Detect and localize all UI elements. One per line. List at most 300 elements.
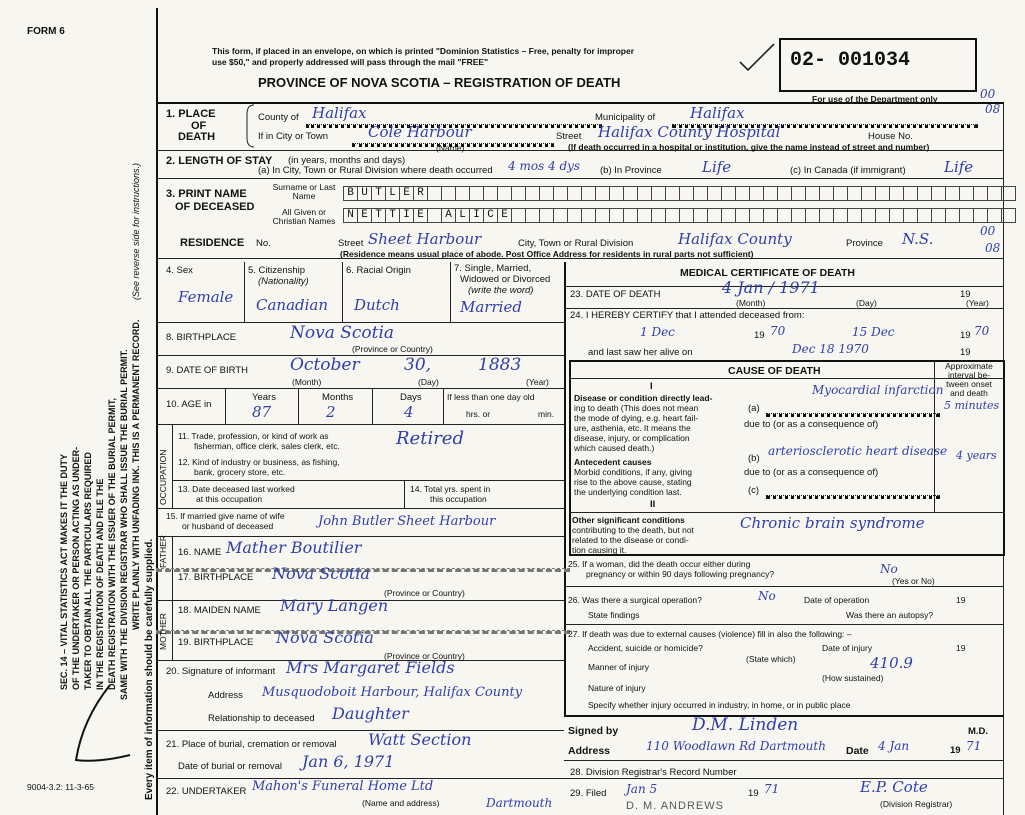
letter-box[interactable] [707,186,722,201]
letter-box[interactable] [805,186,820,201]
county-value: Halifax [312,104,367,122]
antecedent-label-3: rise to the above cause, stating [574,477,692,487]
letter-box[interactable] [777,208,792,223]
name-section-label: 3. PRINT NAME [166,188,247,200]
given-name-boxes[interactable] [343,208,1015,223]
letter-box[interactable] [637,208,652,223]
stay-b-value: Life [702,158,732,176]
cert-date-label: Date [846,745,869,757]
letter-box[interactable] [833,186,848,201]
years-label: Years [252,392,276,403]
letter-box[interactable] [1001,208,1016,223]
mother-maiden-label: 18. MAIDEN NAME [178,605,261,616]
letter-box[interactable] [581,186,596,201]
spouse-label-2: or husband of deceased [182,521,274,531]
letter-box[interactable] [791,186,806,201]
letter-box[interactable] [903,208,918,223]
informant-address-label: Address [208,690,243,701]
q26-label: 26. Was there a surgical operation? [568,595,702,605]
racial-origin-label: 6. Racial Origin [346,265,411,276]
to-19: 19 [960,330,971,341]
burial-place-label: 21. Place of burial, cremation or removal [166,739,337,750]
rule [156,730,564,731]
letter-box[interactable]: E [357,208,372,223]
letter-box[interactable] [861,186,876,201]
immediate-label-6: which caused death.) [574,443,655,453]
father-name-value: Mather Boutilier [226,538,362,557]
year-caption: (Year) [526,377,549,387]
stay-b-label: (b) In Province [600,165,662,176]
less-day-label: If less than one day old [447,392,535,402]
municipality-label: Municipality of [595,112,656,123]
sex-value: Female [178,288,234,306]
cause-b-label: (b) [748,453,760,464]
bracket-icon [245,104,255,148]
letter-box[interactable] [623,208,638,223]
mother-birthplace-caption: (Province or Country) [384,651,465,661]
cell-divider [172,536,173,660]
print-code: 9004-3.2: 11-3-65 [27,782,94,792]
letter-box[interactable] [651,186,666,201]
other-label-1: Other significant conditions [572,515,685,525]
letter-box[interactable] [819,186,834,201]
undertaker-city: Dartmouth [486,796,553,810]
rule [156,424,564,425]
due-to-1: due to (or as a consequence of) [744,419,879,430]
findings-label: State findings [588,610,640,620]
last-seen-19: 19 [960,347,971,358]
spouse-label: 15. If married give name of wife [166,511,285,521]
manner-value: 410.9 [870,654,913,672]
letter-box[interactable] [441,186,456,201]
attended-to-year: 70 [974,324,990,338]
state-which-caption: (State which) [746,654,796,664]
interval-label-4: and death [950,388,988,398]
q14-label-2: this occupation [430,494,487,504]
letter-box[interactable]: T [385,208,400,223]
q25-value: No [880,562,898,576]
marital-label: 7. Single, Married, [454,263,532,274]
letter-box[interactable] [497,186,512,201]
q25-label-2: pregnancy or within 90 days following pregnancy? [586,569,775,579]
letter-box[interactable] [539,208,554,223]
letter-box[interactable] [539,186,554,201]
min-label: min. [538,409,555,419]
rule [156,178,1004,179]
cell-divider [225,388,226,424]
undertaker-value: Mahon's Funeral Home Ltd [252,779,434,794]
marital-label-2: Widowed or Divorced [460,274,551,285]
letter-box[interactable] [945,186,960,201]
letter-box[interactable]: R [413,186,428,201]
medical-title: MEDICAL CERTIFICATE OF DEATH [680,267,855,279]
letter-box[interactable]: C [483,208,498,223]
registrar-stamp: D. M. ANDREWS [626,800,724,812]
cause-a-value: Myocardial infarction [812,383,944,397]
interval-label-3: tween onset [946,379,992,389]
letter-box[interactable] [455,186,470,201]
attended-from-year: 70 [770,324,786,338]
occupation-value: Retired [396,428,464,449]
birthplace-label: 8. BIRTHPLACE [166,332,237,343]
letter-box[interactable] [917,186,932,201]
letter-box[interactable] [609,186,624,201]
surname-boxes[interactable] [343,186,1015,201]
letter-box[interactable]: I [469,208,484,223]
letter-box[interactable] [609,208,624,223]
immediate-label-5: disease, injury, or complication [574,433,690,443]
letter-box[interactable] [903,186,918,201]
last-seen-label: and last saw her alive on [588,347,693,358]
letter-box[interactable] [973,186,988,201]
form-title: PROVINCE OF NOVA SCOTIA – REGISTRATION OF DEATH [258,75,621,90]
letter-box[interactable] [427,186,442,201]
city-value: Cole Harbour [368,123,472,141]
cell-divider [172,424,173,508]
father-birthplace-label: 17. BIRTHPLACE [178,572,254,583]
letter-box[interactable] [861,208,876,223]
date-of-death-label: 23. DATE OF DEATH [570,289,661,300]
letter-box[interactable]: L [385,186,400,201]
injury-19: 19 [956,643,966,653]
residence-province-label: Province [846,238,883,249]
hrs-label: hrs. or [466,409,491,419]
residence-street-value: Sheet Harbour [368,230,482,248]
signed-value: D.M. Linden [692,715,799,735]
registrar-record-label: 28. Division Registrar's Record Number [570,767,737,778]
other-conditions-value: Chronic brain syndrome [740,514,925,532]
cause-b-interval: 4 years [956,449,997,462]
dept-code-1b: 08 [985,102,1001,116]
letter-box[interactable] [721,186,736,201]
autopsy-label: Was there an autopsy? [846,610,934,620]
letter-box[interactable] [553,186,568,201]
antecedent-label-4: the underlying condition last. [574,487,682,497]
letter-box[interactable] [679,186,694,201]
father-side-label: FATHER [158,535,168,568]
rule [564,624,1004,625]
dept-code-1: 00 [980,87,996,101]
letter-box[interactable] [875,186,890,201]
letter-box[interactable] [945,208,960,223]
months-label: Months [322,392,354,403]
q11-label: 11. Trade, profession, or kind of work as [178,431,329,441]
stay-c-label: (c) In Canada (if immigrant) [790,165,906,176]
cell-divider [372,388,373,424]
letter-box[interactable] [665,208,680,223]
cause-b-value: arteriosclerotic heart disease [768,444,948,458]
letter-box[interactable] [567,186,582,201]
death-month-caption: (Month) [736,298,766,308]
attended-to: 15 Dec [852,325,895,339]
street-value: Halifax County Hospital [598,123,781,141]
letter-box[interactable] [679,208,694,223]
month-caption: (Month) [292,377,322,387]
letter-box[interactable]: B [343,186,358,201]
place-label: 1. PLACE [166,108,216,120]
mother-birthplace-value: Nova Scotia [276,628,374,647]
informant-label: 20. Signature of informant [166,666,276,677]
death-19: 19 [960,289,971,300]
of-deceased-label: OF DECEASED [175,201,255,213]
law-line-6: SAME WITH THE DIVISION REGISTRAR WHO SHALL ISSUE THE BURIAL PERMIT. [119,349,129,700]
how-sustained-caption: (How sustained) [822,673,884,683]
residence-no-label: No. [256,238,271,249]
accident-label: Accident, suicide or homicide? [588,643,703,653]
letter-box[interactable] [735,186,750,201]
q26-value: No [758,589,776,603]
letter-box[interactable] [987,208,1002,223]
undertaker-caption: (Name and address) [362,798,440,808]
cell-divider [244,262,245,322]
residence-city-label: City, Town or Rural Division [518,238,634,249]
letter-box[interactable]: E [399,186,414,201]
rule [156,102,1004,104]
letter-box[interactable] [777,186,792,201]
age-days: 4 [404,403,414,421]
letter-box[interactable] [763,186,778,201]
interval-label-2: interval be- [947,370,991,380]
birthplace-value: Nova Scotia [290,323,395,343]
letter-box[interactable]: T [371,208,386,223]
certify-label: 24. I HEREBY CERTIFY that I attended deceased from: [570,310,805,321]
filed-19: 19 [748,788,759,799]
rule [156,536,564,537]
undertaker-label: 22. UNDERTAKER [166,786,247,797]
cause-a-label: (a) [748,403,760,414]
letter-box[interactable]: N [343,208,358,223]
op-19: 19 [956,595,966,605]
father-name-label: 16. NAME [178,547,222,558]
law-line-1: SEC. 14 – VITAL STATISTICS ACT MAKES IT THE DUTY [59,453,69,690]
hospital-note: (If death occurred in a hospital or institution, give the name instead of street and number) [568,142,930,152]
racial-origin-value: Dutch [354,296,400,314]
md-label: M.D. [968,726,989,737]
letter-box[interactable]: A [441,208,456,223]
rule [156,388,564,389]
rule [156,508,564,509]
law-line-2: OF THE UNDERTAKER OR PERSON ACTING AS UNDER- [71,446,81,690]
city-label: If in City or Town [258,131,329,142]
letter-box[interactable] [847,208,862,223]
letter-box[interactable] [511,208,526,223]
rule [766,495,940,499]
filed-label: 29. Filed [570,788,607,799]
stay-c-value: Life [944,158,974,176]
specify-label: Specify whether injury occurred in industry, in home, or in public place [588,700,851,710]
rule [172,480,564,481]
cert-19: 19 [950,745,961,756]
rule [569,512,1003,513]
county-label: County of [258,112,299,123]
letter-box[interactable] [483,186,498,201]
relationship-value: Daughter [332,704,409,723]
form-number: FORM 6 [27,26,65,37]
letter-box[interactable] [889,186,904,201]
surname-label: Surname or Last Name [272,182,336,202]
other-label-3: related to the disease or condi- [572,535,689,545]
letter-box[interactable] [917,208,932,223]
letter-box[interactable] [749,208,764,223]
letter-box[interactable] [749,186,764,201]
rule [564,308,1004,309]
father-birthplace-value: Nova Scotia [272,564,370,583]
q14-label: 14. Total yrs. spent in [410,484,491,494]
other-label-4: tion causing it. [572,545,627,555]
dept-code-2b: 08 [985,241,1001,255]
dob-year: 1883 [478,355,522,375]
relationship-label: Relationship to deceased [208,713,315,724]
cell-divider [450,262,451,322]
municipality-value: Halifax [690,104,745,122]
letter-box[interactable]: U [357,186,372,201]
letter-box[interactable]: E [497,208,512,223]
letter-box[interactable] [693,186,708,201]
letter-box[interactable]: L [455,208,470,223]
letter-box[interactable] [567,208,582,223]
burial-date-value: Jan 6, 1971 [302,752,395,771]
letter-box[interactable] [595,208,610,223]
informant-address-value: Musquodoboit Harbour, Halifax County [262,685,523,700]
letter-box[interactable] [693,208,708,223]
letter-box[interactable] [889,208,904,223]
age-years: 87 [252,403,272,421]
law-line-7: WRITE PLAINLY WITH UNFADING INK. THIS IS A PERMANENT RECORD. [131,319,141,630]
birthplace-caption: (Province or Country) [352,344,433,354]
letter-box[interactable] [959,186,974,201]
letter-box[interactable] [791,208,806,223]
stay-a-label: (a) In City, Town or Rural Division where death occurred [258,165,493,176]
letter-box[interactable] [525,208,540,223]
residence-province-value: N.S. [902,230,934,248]
house-label: House No. [868,131,913,142]
q12-label-2: bank, grocery store, etc. [194,467,286,477]
age-months: 2 [326,403,336,421]
letter-box[interactable] [553,208,568,223]
letter-box[interactable]: T [371,186,386,201]
filed-year: 71 [764,782,780,796]
letter-box[interactable] [595,186,610,201]
day-caption: (Day) [418,377,439,387]
cell-divider [342,262,343,322]
letter-box[interactable]: E [413,208,428,223]
manner-label: Manner of injury [588,662,649,672]
cert-date-year: 71 [966,739,982,753]
letter-box[interactable] [763,208,778,223]
q12-label: 12. Kind of industry or business, as fishing, [178,457,340,467]
mail-notice-2: use $50," and properly addressed will pass through the mail "FREE" [212,57,489,67]
street-label: Street [556,131,582,142]
letter-box[interactable] [707,208,722,223]
letter-box[interactable] [511,186,526,201]
mother-maiden-value: Mary Langen [280,596,389,615]
cause-a-interval: 5 minutes [944,399,1000,412]
name-caption: (Name) [436,143,465,153]
mother-side-label: MOTHER [158,613,168,650]
cause-c-label: (c) [748,485,760,496]
other-label-2: contributing to the death, but not [572,525,694,535]
dob-label: 9. DATE OF BIRTH [166,365,248,376]
letter-box[interactable] [427,208,442,223]
letter-box[interactable] [735,208,750,223]
residence-note: (Residence means usual place of abode. Post Office Address for residents in rural parts not sufficient) [340,249,754,259]
letter-box[interactable] [833,208,848,223]
letter-box[interactable] [525,186,540,201]
death-year-caption: (Year) [966,298,989,308]
cell-divider [443,388,444,424]
immediate-label-3: the mode of dying, e.g. heart fail- [574,413,699,423]
letter-box[interactable]: I [399,208,414,223]
rule [766,413,940,417]
interval-label: Approximate [945,361,993,371]
sex-label: 4. Sex [166,265,193,276]
q27-label: 27. If death was due to external causes (violence) fill in also the following: – [568,629,852,639]
dept-code-2: 00 [980,224,996,238]
column-divider [564,262,566,715]
letter-box[interactable] [931,186,946,201]
registration-number: 02- 001034 [790,49,911,72]
attended-from: 1 Dec [640,325,675,339]
immediate-label-4: ure, asthenia, etc. It means the [574,423,691,433]
antecedent-label-2: Morbid conditions, if any, giving [574,467,692,477]
letter-box[interactable] [875,208,890,223]
letter-box[interactable] [931,208,946,223]
residence-label: RESIDENCE [180,237,245,249]
letter-box[interactable] [721,208,736,223]
letter-box[interactable] [959,208,974,223]
letter-box[interactable] [623,186,638,201]
burial-date-label: Date of burial or removal [178,761,283,772]
letter-box[interactable] [819,208,834,223]
letter-box[interactable] [987,186,1002,201]
letter-box[interactable] [637,186,652,201]
registrar-caption: (Division Registrar) [880,799,953,809]
mother-birthplace-label: 19. BIRTHPLACE [178,637,254,648]
signature-mark-icon [30,680,140,780]
q13-label-2: at this occupation [196,494,263,504]
letter-box[interactable] [665,186,680,201]
q13-label: 13. Date deceased last worked [178,484,295,494]
letter-box[interactable] [651,208,666,223]
letter-box[interactable] [1001,186,1016,201]
letter-box[interactable] [581,208,596,223]
occupation-side-label: OCCUPATION [158,449,168,505]
part-one: I [650,381,653,392]
law-line-5: DEATH REGISTRATION WITH THE ISSUER OF THE BURIAL PERMIT, [107,397,117,690]
letter-box[interactable] [847,186,862,201]
place-of-label: OF [191,120,207,132]
address-value: 110 Woodlawn Rd Dartmouth [646,739,826,753]
letter-box[interactable] [805,208,820,223]
left-border [156,8,158,815]
filed-value: Jan 5 [626,782,658,796]
dob-month: October [290,355,360,375]
days-label: Days [400,392,422,403]
letter-box[interactable] [973,208,988,223]
cert-date-value: 4 Jan [878,739,910,753]
stay-label: 2. LENGTH OF STAY [166,155,273,167]
residence-city-value: Halifax County [678,230,792,248]
father-birthplace-caption: (Province or Country) [384,588,465,598]
from-19: 19 [754,330,765,341]
immediate-label-1: Disease or condition directly lead- [574,393,713,403]
nature-label: Nature of injury [588,683,646,693]
law-line-3: TAKER TO OBTAIN ALL THE PARTICULARS REQUIRED [83,452,93,690]
letter-box[interactable] [469,186,484,201]
reverse-side-note: (See reverse side for instructions.) [131,162,141,300]
cause-title: CAUSE OF DEATH [728,365,821,377]
stay-a-value: 4 mos 4 dys [508,159,581,173]
